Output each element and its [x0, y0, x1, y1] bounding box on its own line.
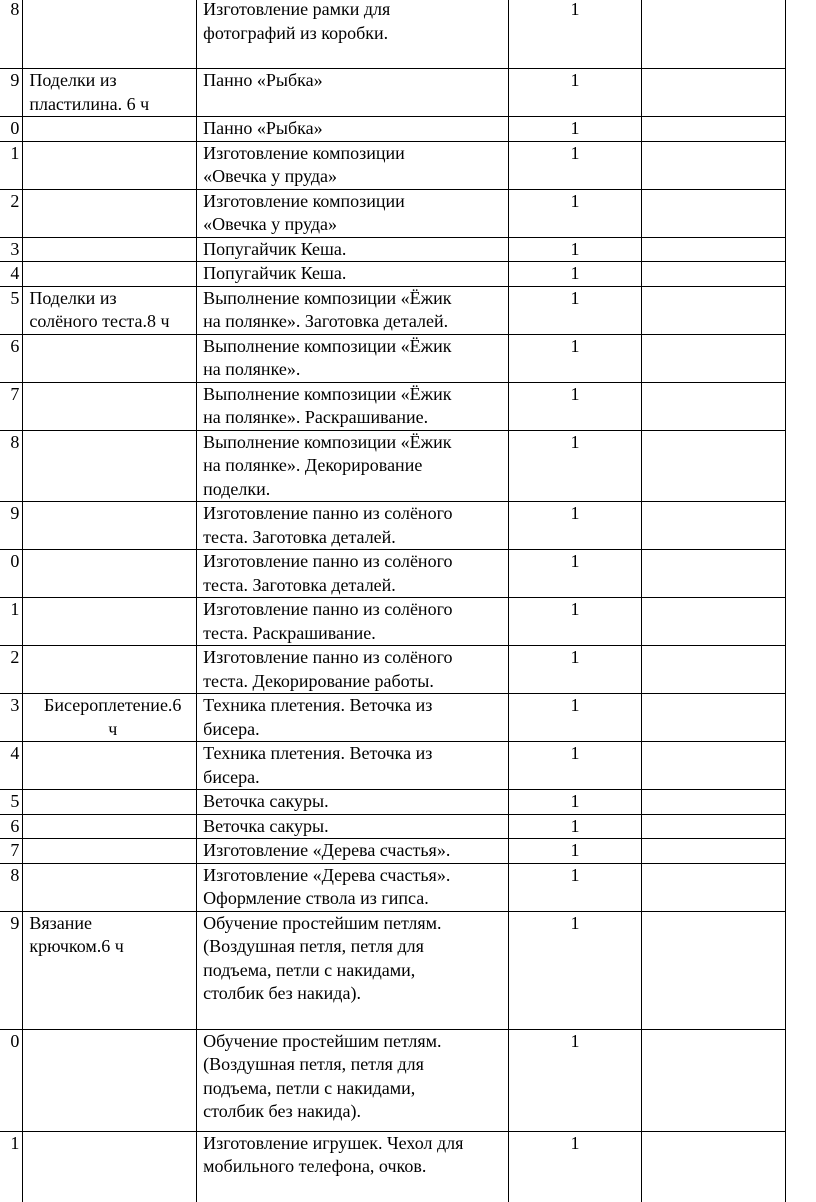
- lesson-number: 2: [0, 189, 23, 237]
- lesson-number: 1: [0, 598, 23, 646]
- empty-cell: [642, 237, 786, 262]
- lesson-topic: [197, 141, 509, 189]
- section-title: [23, 430, 197, 502]
- lesson-number: 9: [0, 911, 23, 1029]
- table-row: [0, 839, 786, 864]
- lesson-topic-line: мобильного телефона, очков.: [203, 1156, 427, 1176]
- lesson-hours: 1: [508, 189, 641, 237]
- section-title: [23, 502, 197, 550]
- lesson-topic-line: Изготовление панно из солёного: [203, 551, 453, 571]
- lesson-number: 9: [0, 69, 23, 117]
- lesson-hours: 1: [508, 502, 641, 550]
- lesson-number: 4: [0, 742, 23, 790]
- lesson-topic-line: Техника плетения. Веточка из: [203, 695, 433, 715]
- empty-cell: [642, 189, 786, 237]
- table-row: [0, 742, 786, 790]
- lesson-topic-line: подъема, петли с накидами,: [203, 959, 416, 980]
- section-title: [23, 550, 197, 598]
- lesson-topic: [197, 117, 509, 142]
- empty-cell: [642, 646, 786, 694]
- table-row: [0, 911, 786, 1029]
- table-row: [0, 1131, 786, 1202]
- lesson-topic-line: фотографий из коробки.: [203, 22, 389, 43]
- empty-cell: [642, 141, 786, 189]
- lesson-topic-line: на полянке». Заготовка деталей.: [203, 311, 449, 331]
- lesson-hours: 1: [508, 430, 641, 502]
- table-row: [0, 598, 786, 646]
- lesson-topic: [197, 189, 509, 237]
- lesson-number: 6: [0, 334, 23, 382]
- lesson-topic: [197, 911, 509, 1029]
- section-title: [23, 382, 197, 430]
- lesson-hours: 1: [508, 839, 641, 864]
- table-row: [0, 863, 786, 911]
- lesson-number: 5: [0, 790, 23, 815]
- lesson-hours: 1: [508, 598, 641, 646]
- table-row: [0, 0, 786, 69]
- section-title-line: Поделки из: [29, 287, 117, 308]
- lesson-number: 7: [0, 839, 23, 864]
- section-title: [23, 189, 197, 237]
- section-title: [23, 863, 197, 911]
- section-title: [23, 814, 197, 839]
- lesson-topic: [197, 430, 509, 502]
- lesson-topic-line: столбик без накида).: [203, 1101, 361, 1121]
- lesson-hours: 1: [508, 790, 641, 815]
- lesson-hours: 1: [508, 262, 641, 287]
- lesson-topic: [197, 646, 509, 694]
- lesson-hours: 1: [508, 814, 641, 839]
- lesson-topic-line: подъема, петли с накидами,: [203, 1077, 416, 1098]
- lesson-topic-line: бисера.: [203, 718, 260, 739]
- lesson-topic: [197, 0, 509, 69]
- section-title: [23, 262, 197, 287]
- lesson-topic-line: Выполнение композиции «Ёжик: [203, 431, 452, 452]
- lesson-topic-line: Выполнение композиции «Ёжик: [203, 335, 452, 356]
- empty-cell: [642, 262, 786, 287]
- empty-cell: [642, 1131, 786, 1202]
- lesson-topic-line: Обучение простейшим петлям.: [203, 912, 442, 933]
- lesson-topic-line: на полянке».: [203, 359, 301, 379]
- lesson-topic-line: Изготовление игрушек. Чехол для: [203, 1132, 464, 1153]
- empty-cell: [642, 863, 786, 911]
- lesson-topic: [197, 1029, 509, 1131]
- lesson-topic: [197, 382, 509, 430]
- table-row: [0, 694, 786, 742]
- lesson-hours: 1: [508, 742, 641, 790]
- lesson-hours: 1: [508, 646, 641, 694]
- table-row: [0, 646, 786, 694]
- lesson-number: 3: [0, 694, 23, 742]
- empty-cell: [642, 598, 786, 646]
- lesson-hours: 1: [508, 141, 641, 189]
- table-row: [0, 430, 786, 502]
- lesson-topic-line: Веточка сакуры.: [203, 791, 329, 811]
- lesson-topic-line: Изготовление композиции: [203, 190, 405, 211]
- lesson-topic: [197, 237, 509, 262]
- lesson-topic: [197, 790, 509, 815]
- lesson-topic-line: Изготовление «Дерева счастья».: [203, 864, 451, 885]
- lesson-hours: 1: [508, 1029, 641, 1131]
- lesson-hours: 1: [508, 382, 641, 430]
- section-title-line: солёного теста.8 ч: [29, 311, 170, 331]
- lesson-number: 8: [0, 0, 23, 69]
- lesson-topic: [197, 598, 509, 646]
- table-row: [0, 334, 786, 382]
- lesson-topic: [197, 69, 509, 117]
- lesson-topic-line: Изготовление панно из солёного: [203, 599, 453, 619]
- empty-cell: [642, 69, 786, 117]
- lesson-number: 6: [0, 814, 23, 839]
- section-title-line: Вязание: [29, 912, 92, 933]
- lesson-topic-line: Обучение простейшим петлям.: [203, 1030, 442, 1051]
- section-title: [23, 117, 197, 142]
- lesson-topic-line: Изготовление панно из солёного: [203, 647, 453, 667]
- table-row: [0, 1029, 786, 1131]
- lesson-topic-line: на полянке». Декорирование: [203, 455, 423, 475]
- lesson-hours: 1: [508, 550, 641, 598]
- lesson-topic-line: Изготовление композиции: [203, 142, 405, 163]
- section-title: [23, 1029, 197, 1131]
- lesson-number: 2: [0, 646, 23, 694]
- empty-cell: [642, 814, 786, 839]
- section-title-line: Бисероплетение.6: [44, 695, 182, 715]
- lesson-hours: 1: [508, 911, 641, 1029]
- lesson-hours: 1: [508, 69, 641, 117]
- table-row: [0, 69, 786, 117]
- lesson-topic-line: Выполнение композиции «Ёжик: [203, 383, 452, 404]
- section-title: [23, 286, 197, 334]
- lesson-topic-line: Изготовление панно из солёного: [203, 503, 453, 523]
- lesson-hours: 1: [508, 334, 641, 382]
- table-row: [0, 286, 786, 334]
- lesson-topic: [197, 694, 509, 742]
- lesson-topic-line: столбик без накида).: [203, 983, 361, 1003]
- lesson-topic-line: Панно «Рыбка»: [203, 118, 323, 138]
- lesson-topic-line: теста. Заготовка деталей.: [203, 526, 396, 547]
- table-row: [0, 502, 786, 550]
- lesson-hours: 1: [508, 286, 641, 334]
- lesson-topic-line: теста. Раскрашивание.: [203, 622, 376, 643]
- section-title: [23, 742, 197, 790]
- section-title-line: пластилина. 6 ч: [29, 93, 150, 114]
- lesson-topic: [197, 286, 509, 334]
- table-row: [0, 262, 786, 287]
- lesson-topic-line: Попугайчик Кеша.: [203, 263, 347, 283]
- section-title: [23, 598, 197, 646]
- lesson-number: 0: [0, 550, 23, 598]
- lesson-hours: 1: [508, 0, 641, 69]
- empty-cell: [642, 742, 786, 790]
- lesson-number: 5: [0, 286, 23, 334]
- section-title: [23, 1131, 197, 1202]
- empty-cell: [642, 550, 786, 598]
- empty-cell: [642, 117, 786, 142]
- empty-cell: [642, 502, 786, 550]
- section-title: [23, 0, 197, 69]
- lesson-number: 1: [0, 1131, 23, 1202]
- lesson-hours: 1: [508, 863, 641, 911]
- section-title-line: Поделки из: [29, 70, 117, 90]
- table-row: [0, 382, 786, 430]
- lesson-topic-line: (Воздушная петля, петля для: [203, 1054, 424, 1074]
- table-row: [0, 141, 786, 189]
- table-row: [0, 814, 786, 839]
- table-row: [0, 117, 786, 142]
- lesson-topic-line: Выполнение композиции «Ёжик: [203, 287, 452, 308]
- empty-cell: [642, 430, 786, 502]
- lesson-topic-line: теста. Декорирование работы.: [203, 670, 434, 691]
- empty-cell: [642, 790, 786, 815]
- lesson-topic-line: на полянке». Раскрашивание.: [203, 407, 429, 427]
- lesson-number: 0: [0, 117, 23, 142]
- lesson-topic-line: Изготовление «Дерева счастья».: [203, 840, 451, 860]
- section-title: [23, 694, 197, 742]
- table-row: [0, 237, 786, 262]
- section-title: [23, 911, 197, 1029]
- section-title-line: ч: [108, 718, 118, 739]
- lesson-topic: [197, 814, 509, 839]
- lesson-number: 0: [0, 1029, 23, 1131]
- empty-cell: [642, 839, 786, 864]
- lesson-hours: 1: [508, 694, 641, 742]
- lesson-topic-line: Оформление ствола из гипса.: [203, 888, 429, 908]
- lesson-topic: [197, 334, 509, 382]
- lesson-topic: [197, 742, 509, 790]
- empty-cell: [642, 334, 786, 382]
- empty-cell: [642, 286, 786, 334]
- lesson-topic: [197, 1131, 509, 1202]
- lesson-topic-line: теста. Заготовка деталей.: [203, 574, 396, 595]
- lesson-topic: [197, 502, 509, 550]
- empty-cell: [642, 911, 786, 1029]
- table-row: [0, 790, 786, 815]
- lesson-topic-line: «Овечка у пруда»: [203, 214, 338, 234]
- lesson-number: 9: [0, 502, 23, 550]
- section-title: [23, 237, 197, 262]
- section-title: [23, 69, 197, 117]
- lesson-number: 3: [0, 237, 23, 262]
- table-row: [0, 189, 786, 237]
- lesson-topic-line: (Воздушная петля, петля для: [203, 936, 424, 956]
- lesson-topic: [197, 262, 509, 287]
- empty-cell: [642, 1029, 786, 1131]
- lesson-topic-line: бисера.: [203, 766, 260, 787]
- section-title: [23, 334, 197, 382]
- lesson-number: 8: [0, 863, 23, 911]
- section-title: [23, 790, 197, 815]
- empty-cell: [642, 0, 786, 69]
- lesson-topic-line: поделки.: [203, 478, 271, 499]
- lesson-number: 7: [0, 382, 23, 430]
- lesson-hours: 1: [508, 117, 641, 142]
- section-title: [23, 646, 197, 694]
- lesson-hours: 1: [508, 1131, 641, 1202]
- table-row: [0, 550, 786, 598]
- section-title-line: крючком.6 ч: [29, 936, 124, 956]
- lesson-topic: [197, 550, 509, 598]
- lesson-number: 4: [0, 262, 23, 287]
- lesson-topic: [197, 839, 509, 864]
- lesson-topic-line: Изготовление рамки для: [203, 0, 391, 19]
- lesson-number: 1: [0, 141, 23, 189]
- lesson-number: 8: [0, 430, 23, 502]
- lesson-topic-line: Попугайчик Кеша.: [203, 238, 347, 259]
- lesson-topic-line: «Овечка у пруда»: [203, 166, 338, 186]
- section-title: [23, 839, 197, 864]
- lesson-topic-line: Панно «Рыбка»: [203, 70, 323, 90]
- lesson-topic-line: Техника плетения. Веточка из: [203, 743, 433, 763]
- empty-cell: [642, 382, 786, 430]
- section-title: [23, 141, 197, 189]
- lesson-topic-line: Веточка сакуры.: [203, 815, 329, 836]
- lesson-hours: 1: [508, 237, 641, 262]
- empty-cell: [642, 694, 786, 742]
- lesson-topic: [197, 863, 509, 911]
